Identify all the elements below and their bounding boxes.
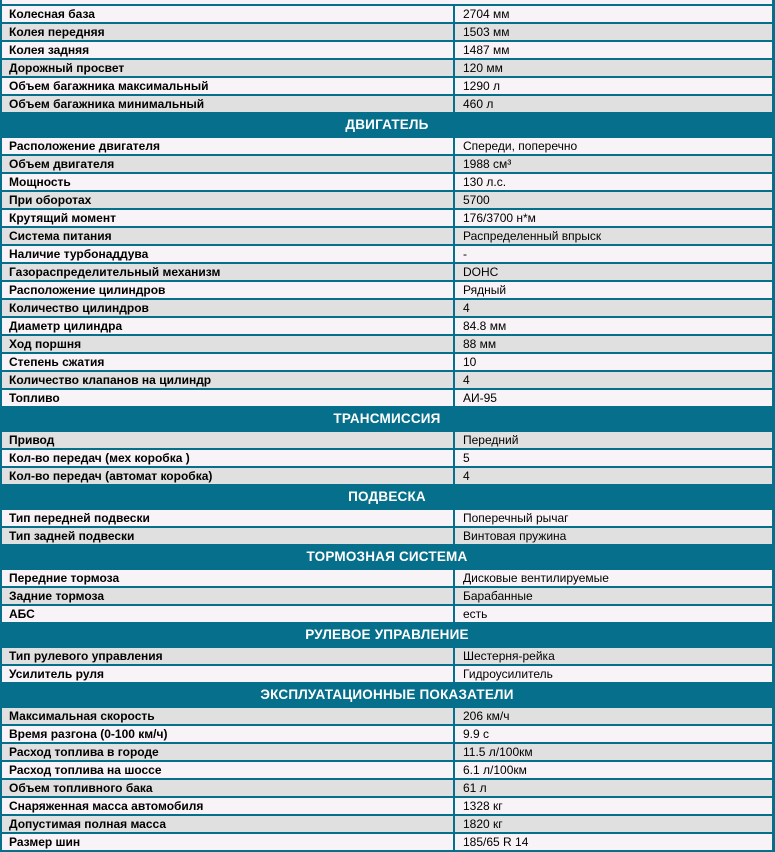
section-header: РУЛЕВОЕ УПРАВЛЕНИЕ bbox=[2, 624, 772, 648]
spec-label: Ход поршня bbox=[2, 336, 455, 352]
spec-label: Газораспределительный механизм bbox=[2, 264, 455, 280]
spec-row bbox=[2, 570, 772, 588]
spec-value: 1328 кг bbox=[463, 799, 503, 813]
spec-value: 10 bbox=[463, 355, 477, 369]
spec-label: Объем багажника минимальный bbox=[2, 96, 455, 112]
spec-row bbox=[2, 588, 772, 606]
spec-value: 4 bbox=[463, 373, 470, 387]
spec-row bbox=[2, 372, 772, 390]
spec-row bbox=[2, 60, 772, 78]
spec-row bbox=[2, 798, 772, 816]
spec-row bbox=[2, 708, 772, 726]
spec-value: Дисковые вентилируемые bbox=[463, 571, 609, 585]
spec-label: Допустимая полная масса bbox=[2, 816, 455, 832]
spec-row bbox=[2, 528, 772, 546]
spec-row bbox=[2, 816, 772, 834]
spec-value: 11.5 л/100км bbox=[463, 745, 533, 759]
spec-value: 185/65 R 14 bbox=[463, 835, 529, 849]
spec-value: 84.8 мм bbox=[463, 319, 507, 333]
spec-value: есть bbox=[463, 607, 488, 621]
spec-value: АИ-95 bbox=[463, 391, 497, 405]
spec-row bbox=[2, 666, 772, 684]
spec-label: Топливо bbox=[2, 390, 455, 406]
spec-label: Количество цилиндров bbox=[2, 300, 455, 316]
spec-value: 6.1 л/100км bbox=[463, 763, 527, 777]
spec-row bbox=[2, 264, 772, 282]
spec-value: 460 л bbox=[463, 97, 494, 111]
spec-value: Рядный bbox=[463, 283, 507, 297]
spec-row bbox=[2, 300, 772, 318]
section-header: ЭКСПЛУАТАЦИОННЫЕ ПОКАЗАТЕЛИ bbox=[2, 684, 772, 708]
spec-value: 130 л.с. bbox=[463, 175, 507, 189]
spec-label: Кол-во передач (мех коробка ) bbox=[2, 450, 455, 466]
spec-value: 1820 кг bbox=[463, 817, 503, 831]
spec-row bbox=[2, 606, 772, 624]
spec-row bbox=[2, 78, 772, 96]
spec-label: АБС bbox=[2, 606, 455, 622]
spec-row bbox=[2, 336, 772, 354]
spec-value: 88 мм bbox=[463, 337, 497, 351]
spec-row bbox=[2, 156, 772, 174]
spec-row bbox=[2, 648, 772, 666]
spec-label: Дорожный просвет bbox=[2, 60, 455, 76]
spec-value: Барабанные bbox=[463, 589, 533, 603]
spec-value: 5 bbox=[463, 451, 470, 465]
spec-value: - bbox=[463, 247, 467, 261]
spec-row bbox=[2, 210, 772, 228]
spec-label: Время разгона (0-100 км/ч) bbox=[2, 726, 455, 742]
spec-label: Максимальная скорость bbox=[2, 708, 455, 724]
spec-row bbox=[2, 246, 772, 264]
spec-row bbox=[2, 354, 772, 372]
spec-label: Объем багажника максимальный bbox=[2, 78, 455, 94]
spec-label: Количество клапанов на цилиндр bbox=[2, 372, 455, 388]
spec-row bbox=[2, 726, 772, 744]
spec-value: Винтовая пружина bbox=[463, 529, 567, 543]
spec-value: Гидроусилитель bbox=[463, 667, 553, 681]
spec-value: Спереди, поперечно bbox=[463, 139, 578, 153]
spec-row bbox=[2, 6, 772, 24]
spec-label: Привод bbox=[2, 432, 455, 448]
section-header: ДВИГАТЕЛЬ bbox=[2, 114, 772, 138]
spec-row bbox=[2, 744, 772, 762]
spec-label: Система питания bbox=[2, 228, 455, 244]
spec-label: Тип задней подвески bbox=[2, 528, 455, 544]
spec-label: Расположение цилиндров bbox=[2, 282, 455, 298]
spec-label: Размер шин bbox=[2, 834, 455, 850]
spec-row bbox=[2, 318, 772, 336]
spec-label: Кол-во передач (автомат коробка) bbox=[2, 468, 455, 484]
spec-label: Степень сжатия bbox=[2, 354, 455, 370]
spec-value: 61 л bbox=[463, 781, 487, 795]
spec-row bbox=[2, 762, 772, 780]
spec-value: 176/3700 н*м bbox=[463, 211, 536, 225]
spec-value: 1988 см³ bbox=[463, 157, 512, 171]
spec-label: Диаметр цилиндра bbox=[2, 318, 455, 334]
spec-value: 5700 bbox=[463, 193, 490, 207]
spec-table-body bbox=[2, 6, 772, 852]
spec-value: 1503 мм bbox=[463, 25, 510, 39]
spec-value: 120 мм bbox=[463, 61, 503, 75]
spec-label: Колея передняя bbox=[2, 24, 455, 40]
spec-row bbox=[2, 450, 772, 468]
spec-value: Поперечный рычаг bbox=[463, 511, 569, 525]
spec-row bbox=[2, 834, 772, 852]
spec-label: При оборотах bbox=[2, 192, 455, 208]
spec-label: Объем двигателя bbox=[2, 156, 455, 172]
spec-value: 4 bbox=[463, 301, 470, 315]
spec-row bbox=[2, 510, 772, 528]
spec-value: 1487 мм bbox=[463, 43, 510, 57]
spec-label: Мощность bbox=[2, 174, 455, 190]
spec-label: Колея задняя bbox=[2, 42, 455, 58]
spec-label: Тип передней подвески bbox=[2, 510, 455, 526]
spec-label: Расположение двигателя bbox=[2, 138, 455, 154]
spec-value: 1290 л bbox=[463, 79, 501, 93]
spec-label: Крутящий момент bbox=[2, 210, 455, 226]
spec-label: Тип рулевого управления bbox=[2, 648, 455, 664]
spec-row bbox=[2, 780, 772, 798]
spec-value: DOHC bbox=[463, 265, 499, 279]
spec-value: 9.9 с bbox=[463, 727, 490, 741]
spec-label: Наличие турбонаддува bbox=[2, 246, 455, 262]
spec-label: Передние тормоза bbox=[2, 570, 455, 586]
spec-value: 4 bbox=[463, 469, 470, 483]
section-header: ПОДВЕСКА bbox=[2, 486, 772, 510]
spec-label: Расход топлива в городе bbox=[2, 744, 455, 760]
spec-value: 2704 мм bbox=[463, 7, 510, 21]
spec-row bbox=[2, 42, 772, 60]
spec-label: Колесная база bbox=[2, 6, 455, 22]
spec-value: Шестерня-рейка bbox=[463, 649, 555, 663]
spec-label: Задние тормоза bbox=[2, 588, 455, 604]
spec-row bbox=[2, 228, 772, 246]
spec-value: 206 км/ч bbox=[463, 709, 510, 723]
spec-value: Передний bbox=[463, 433, 519, 447]
spec-row bbox=[2, 390, 772, 408]
spec-row bbox=[2, 138, 772, 156]
spec-label: Расход топлива на шоссе bbox=[2, 762, 455, 778]
spec-row bbox=[2, 432, 772, 450]
spec-row bbox=[2, 468, 772, 486]
spec-row bbox=[2, 24, 772, 42]
spec-row bbox=[2, 174, 772, 192]
section-header: ТРАНСМИССИЯ bbox=[2, 408, 772, 432]
spec-value: Распределенный впрыск bbox=[463, 229, 602, 243]
spec-row bbox=[2, 282, 772, 300]
spec-label: Снаряженная масса автомобиля bbox=[2, 798, 455, 814]
spec-label: Объем топливного бака bbox=[2, 780, 455, 796]
spec-row bbox=[2, 96, 772, 114]
spec-row bbox=[2, 192, 772, 210]
spec-label: Усилитель руля bbox=[2, 666, 455, 682]
section-header: ТОРМОЗНАЯ СИСТЕМА bbox=[2, 546, 772, 570]
